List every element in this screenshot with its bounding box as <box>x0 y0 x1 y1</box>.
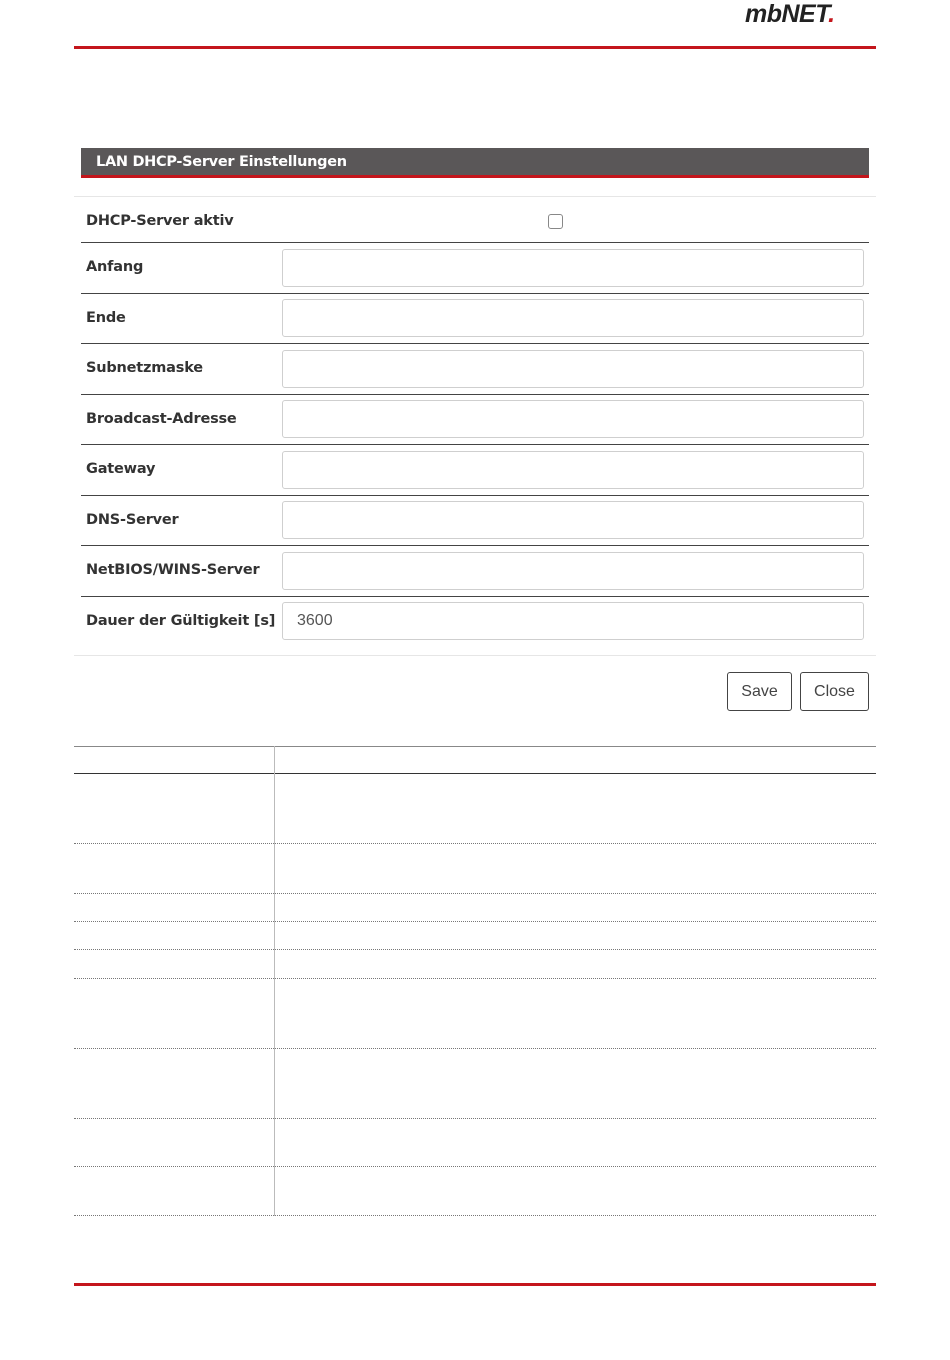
row-dns <box>81 496 869 545</box>
ende-label: Ende <box>86 310 126 326</box>
gateway-label: Gateway <box>86 461 156 477</box>
row-ende <box>81 294 869 343</box>
dhcp-active-checkbox[interactable] <box>548 214 563 229</box>
dhcp-active-label: DHCP-Server aktiv <box>86 213 234 229</box>
gateway-input[interactable] <box>282 451 864 489</box>
mbnet-logo: mbNET. <box>745 0 835 28</box>
table-top-border <box>74 746 876 747</box>
lease-time-input[interactable]: 3600 <box>282 602 864 640</box>
table-row <box>74 978 876 979</box>
anfang-input[interactable] <box>282 249 864 287</box>
row-netbios <box>81 546 869 596</box>
lease-time-label: Dauer der Gültigkeit [s] <box>86 613 276 629</box>
row-subnetzmaske <box>81 344 869 394</box>
table-row <box>74 949 876 950</box>
row-broadcast <box>81 395 869 444</box>
table-header-border <box>74 773 876 774</box>
table-row <box>74 893 876 894</box>
netbios-label: NetBIOS/WINS-Server <box>86 562 260 578</box>
table-row <box>74 1166 876 1167</box>
table-row <box>74 843 876 844</box>
dns-label: DNS-Server <box>86 512 179 528</box>
broadcast-input[interactable] <box>282 400 864 438</box>
table-row <box>74 1048 876 1049</box>
subnetzmaske-label: Subnetzmaske <box>86 360 203 376</box>
save-button[interactable]: Save <box>727 672 792 711</box>
row-anfang <box>81 243 869 293</box>
netbios-input[interactable] <box>282 552 864 590</box>
ende-input[interactable] <box>282 299 864 337</box>
dns-input[interactable] <box>282 501 864 539</box>
row-dhcp-active <box>81 196 869 242</box>
top-rule <box>74 46 876 49</box>
subnetzmaske-input[interactable] <box>282 350 864 388</box>
bottom-rule <box>74 1283 876 1286</box>
anfang-label: Anfang <box>86 259 144 275</box>
close-button[interactable]: Close <box>800 672 869 711</box>
broadcast-label: Broadcast-Adresse <box>86 411 237 427</box>
row-lease-time <box>81 597 869 647</box>
panel-title: LAN DHCP-Server Einstellungen <box>81 148 869 178</box>
table-row <box>74 921 876 922</box>
table-row <box>74 1215 876 1216</box>
table-column-divider <box>274 746 275 1216</box>
table-row <box>74 1118 876 1119</box>
row-gateway <box>81 445 869 495</box>
panel-divider <box>74 655 876 656</box>
